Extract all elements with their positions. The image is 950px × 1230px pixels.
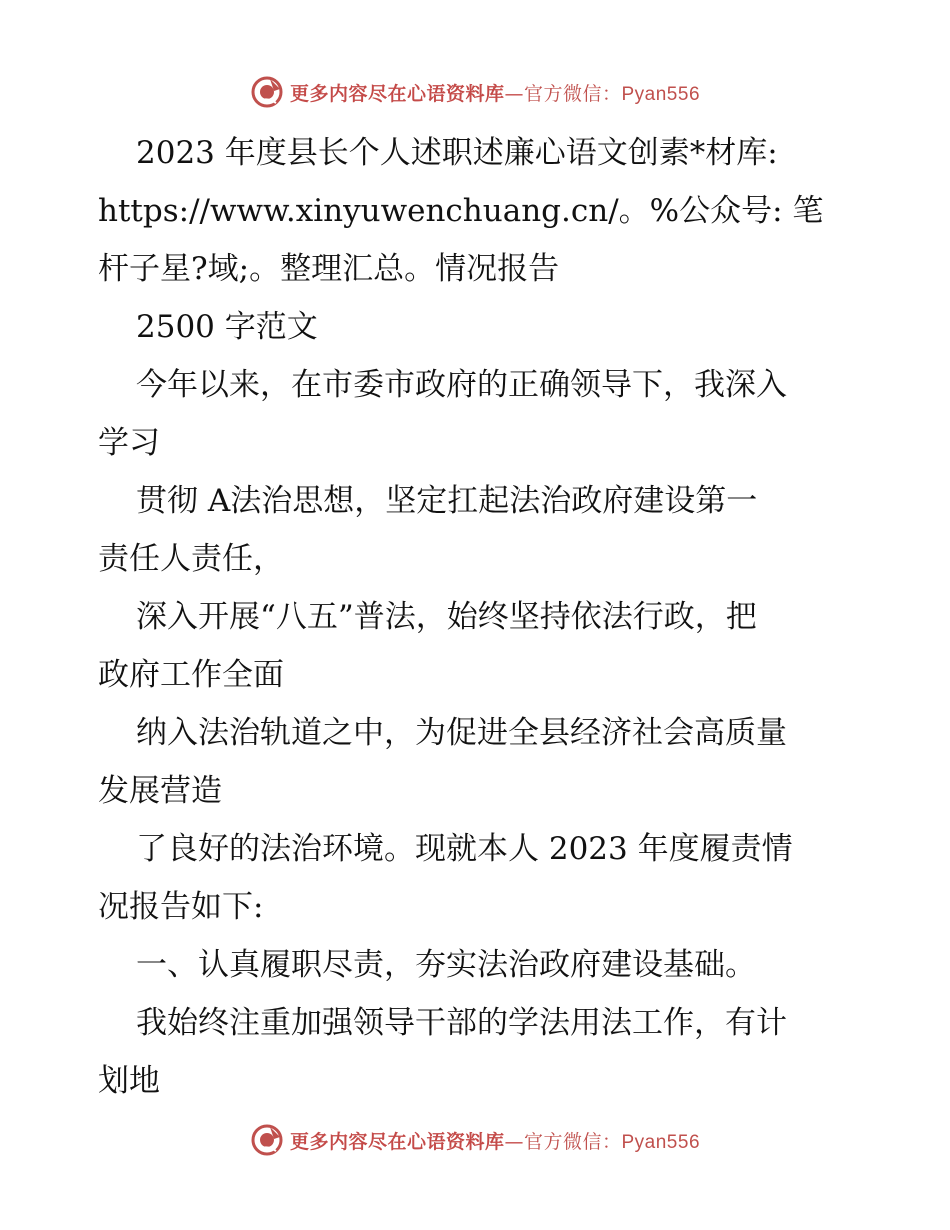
text-line: 划地 [98, 1063, 160, 1099]
watermark-brand: 更多内容尽在心语资料库 [289, 1130, 505, 1153]
footer-watermark [0, 1120, 950, 1160]
text-line: 贯彻 A法治思想，坚定扛起法治政府建设第一 [136, 483, 758, 519]
text-line: 杆子星?域;。整理汇总。情况报告 [98, 251, 560, 287]
watermark-separator: — [504, 1130, 524, 1153]
text-line: 今年以来，在市委市政府的正确领导下，我深入 [136, 367, 787, 403]
text-line: 政府工作全面 [98, 657, 284, 693]
text-line: https://www.xinyuwenchuang.cn/。%公众号: 笔 [98, 193, 824, 229]
watermark-wechat-label: 官方微信： [523, 82, 622, 105]
watermark-brand: 更多内容尽在心语资料库 [289, 82, 505, 105]
watermark-wechat-label: 官方微信： [523, 1130, 622, 1153]
watermark-logo-icon [250, 75, 284, 109]
text-line: 况报告如下: [98, 889, 264, 925]
text-line: 学习 [98, 425, 160, 461]
watermark-wechat-id: Pyan556 [621, 1131, 701, 1153]
text-line: 我始终注重加强领导干部的学法用法工作，有计 [136, 1005, 787, 1041]
document-body [98, 124, 858, 1110]
watermark-wechat-id: Pyan556 [621, 83, 701, 105]
text-line: 2023 年度县长个人述职述廉心语文创素*材库: [136, 135, 778, 171]
watermark-text [290, 1127, 700, 1154]
watermark-separator: — [504, 82, 524, 105]
text-line: 责任人责任， [98, 541, 284, 577]
header-watermark [0, 72, 950, 112]
text-line: 了良好的法治环境。现就本人 2023 年度履责情 [136, 831, 793, 867]
watermark-text [290, 79, 700, 106]
text-line: 2500 字范文 [136, 309, 318, 345]
text-line: 深入开展“八五”普法，始终坚持依法行政，把 [136, 599, 757, 635]
watermark-logo-icon [250, 1123, 284, 1157]
text-line: 发展营造 [98, 773, 222, 809]
text-line: 一、认真履职尽责，夯实法治政府建设基础。 [136, 947, 756, 983]
text-line: 纳入法治轨道之中，为促进全县经济社会高质量 [136, 715, 787, 751]
